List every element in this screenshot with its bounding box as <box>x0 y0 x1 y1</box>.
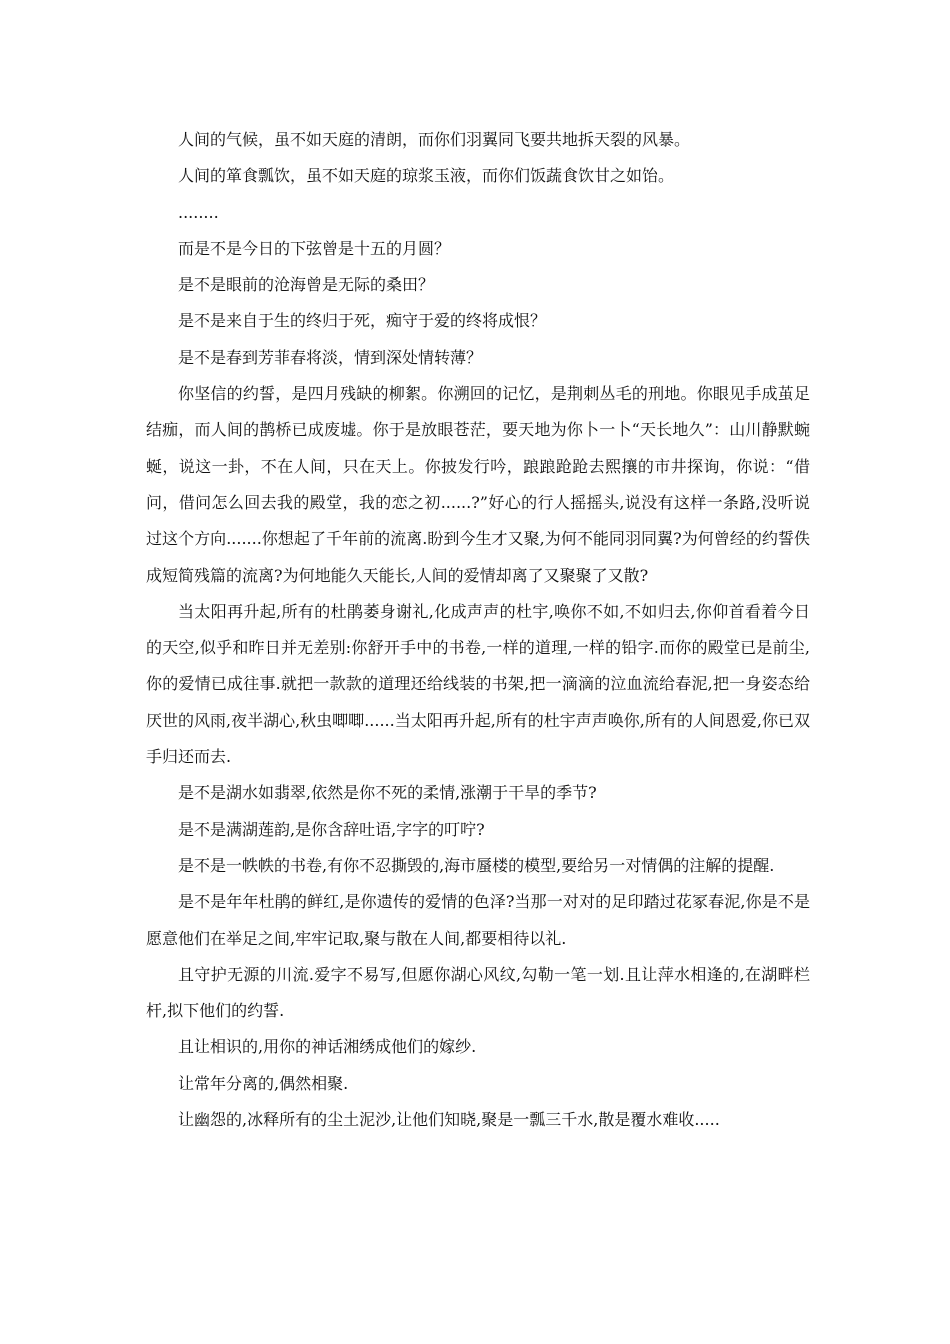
ellipsis-line: ........ <box>178 202 219 222</box>
paragraph-13: 是不是年年杜鹃的鲜红,是你遗传的爱情的色泽?当那一对对的足印踏过花冢春泥,你是不是愿意他们在举足之间,牢牢记取,聚与散在人间,都要相待以礼. <box>146 892 810 948</box>
paragraph-4: 而是不是今日的下弦曾是十五的月圆？ <box>178 238 451 258</box>
paragraph-16: 让常年分离的,偶然相聚. <box>178 1073 349 1093</box>
paragraph-11: 是不是满湖莲韵,是你含辞吐语,字字的叮咛? <box>178 819 485 839</box>
paragraph-12: 是不是一帙帙的书卷,有你不忍撕毁的,海市蜃楼的模型,要给另一对情偶的注解的提醒. <box>178 855 775 875</box>
paragraph-7: 是不是春到芳菲春将淡，情到深处情转薄？ <box>178 347 483 367</box>
paragraph-9: 当太阳再升起,所有的杜鹃萎身谢礼,化成声声的杜宇,唤你不如,不如归去,你仰首看着今日的天空,似乎和昨日并无差别:你舒开手中的书卷,一样的道理,一样的铅字.而你的殿堂已是前尘,你的爱情已成往事.就把一款款的道理还给线装的书架,把一滴滴的泣血流给春泥,把一身姿态给厌世的风雨,夜半湖心,秋虫唧唧......当太阳再升起,所有的杜宇声声唤你,所有的人间恩爱,你已双手归还而去. <box>146 601 810 767</box>
paragraph-1: 人间的气候，虽不如天庭的清朗，而你们羽翼同飞要共地拆天裂的风暴。 <box>178 130 691 149</box>
paragraph-15: 且让相识的,用你的神话湘绣成他们的嫁纱. <box>178 1037 477 1057</box>
paragraph-14: 且守护无源的川流.爱字不易写,但愿你湖心风纹,勾勒一笔一划.且让萍水相逢的,在湖畔栏杆,拟下他们的约誓. <box>146 964 810 1021</box>
paragraph-8: 你坚信的约誓，是四月残缺的柳絮。你溯回的记忆，是荆刺丛毛的刑地。你眼见手成茧足结痂，而人间的鹊桥已成废墟。你于是放眼苍茫，要天地为你卜一卜“天长地久”：山川静默蜿蜒，说这一卦，不在人间，只在天上。你披发行吟，踉踉跄跄去熙攘的市井探询，你说：“借问，借问怎么回去我的殿堂，我的恋之初......?”好心的行人摇摇头,说没有这样一条路,没听说过这个方向.......你想起了千年前的流离.盼到今生才又聚,为何不能同羽同翼?为何曾经的约誓佚成短简残篇的流离?为何地能久天能长,人间的爱情却离了又聚聚了又散? <box>146 384 810 585</box>
paragraph-2: 人间的箪食瓢饮，虽不如天庭的琼浆玉液，而你们饭蔬食饮甘之如饴。 <box>178 166 675 186</box>
paragraph-17: 让幽怨的,冰释所有的尘土泥沙,让他们知晓,聚是一瓢三千水,散是覆水难收..... <box>178 1110 720 1130</box>
paragraph-5: 是不是眼前的沧海曾是无际的桑田？ <box>178 275 435 295</box>
body-text <box>146 122 810 1138</box>
paragraph-6: 是不是来自于生的终归于死，痴守于爱的终将成恨？ <box>178 311 547 331</box>
paragraph-10: 是不是湖水如翡翠,依然是你不死的柔情,涨潮于干旱的季节? <box>178 783 597 803</box>
